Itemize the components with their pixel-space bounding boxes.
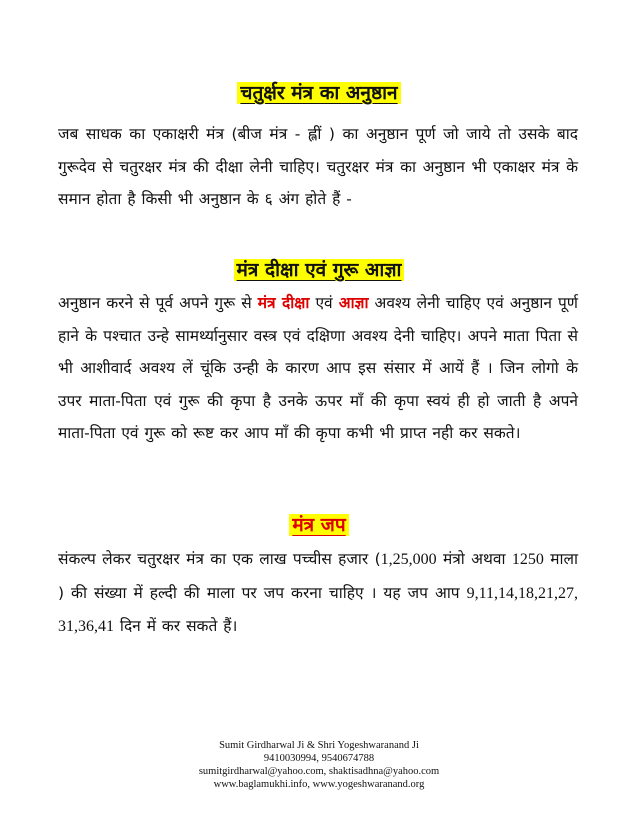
footer-phones: 9410030994, 9540674788 bbox=[263, 753, 375, 764]
section-heading-diksha bbox=[0, 257, 638, 283]
highlight-agya: आज्ञा bbox=[338, 294, 369, 312]
page-title-text: चतुर्क्षर मंत्र का अनुष्ठान bbox=[237, 82, 400, 104]
jap-count-number: 1,25,000 bbox=[380, 551, 437, 568]
days-list: 9,11,14,18,21,27, 31,36,41 bbox=[58, 584, 578, 636]
footer-emails: sumitgirdharwal@yahoo.com, shaktisadhna@yahoo.com bbox=[198, 766, 440, 777]
diksha-text-mid: एवं bbox=[309, 294, 339, 312]
footer-authors: Sumit Girdharwal Ji & Shri Yogeshwaranand Ji bbox=[219, 740, 419, 751]
jap-text-2: मंत्रो अथवा bbox=[436, 550, 512, 568]
jap-text-1: संकल्प लेकर चतुरक्षर मंत्र का एक लाख पच्चीस हजार ( bbox=[58, 550, 381, 568]
footer bbox=[0, 739, 638, 791]
footer-websites: www.baglamukhi.info, www.yogeshwaranand.org bbox=[213, 779, 425, 790]
diksha-text-after: अवश्य लेनी चाहिए एवं अनुष्ठान पूर्ण हाने के पश्चात उन्हे सामर्थ्यानुसार वस्त्र एवं दक्षिणा अवश्य देनी चाहिए। अपने माता पिता से भी आशीवार्द अवश्य लें चूंकि उन्ही के कारण आप इस संसार में आयें हैं । जिन लोगो के उपर माता-पिता एवं गुरू की कृपा है उनके ऊपर माँ की कृपा स्वयं ही हो जाती है अपने माता-पिता एवं गुरू को रूष्ट कर आप माँ की कृपा कभी भी प्राप्त नही कर सकते। bbox=[58, 294, 578, 443]
highlight-mantra-diksha: मंत्र दीक्षा bbox=[257, 294, 310, 312]
intro-paragraph: जब साधक का एकाक्षरी मंत्र (बीज मंत्र - ह्लीं ) का अनुष्ठान पूर्ण जो जाये तो उसके बाद गुरूदेव से चतुरक्षर मंत्र की दीक्षा लेनी चाहिए। चतुरक्षर मंत्र का अनुष्ठान भी एकाक्षर मंत्र के समान होता है किसी भी अनुष्ठान के ६ अंग होते हैं - bbox=[58, 125, 578, 209]
jap-text-3: माला ) की संख्या में हल्दी की माला पर जप करना चाहिए । यह जप आप bbox=[58, 550, 579, 602]
diksha-text-before: अनुष्ठान करने से पूर्व अपने गुरू से bbox=[58, 294, 258, 312]
mala-count-number: 1250 bbox=[511, 551, 544, 568]
page-title bbox=[0, 80, 638, 106]
jap-text-4: दिन में कर सकते हैं। bbox=[114, 617, 238, 636]
jap-paragraph bbox=[58, 543, 578, 644]
section-heading-jap-text: मंत्र जप bbox=[289, 514, 348, 536]
diksha-paragraph bbox=[58, 287, 578, 450]
section-heading-diksha-text: मंत्र दीक्षा एवं गुरू आज्ञा bbox=[234, 259, 405, 281]
section-heading-jap bbox=[0, 512, 638, 538]
